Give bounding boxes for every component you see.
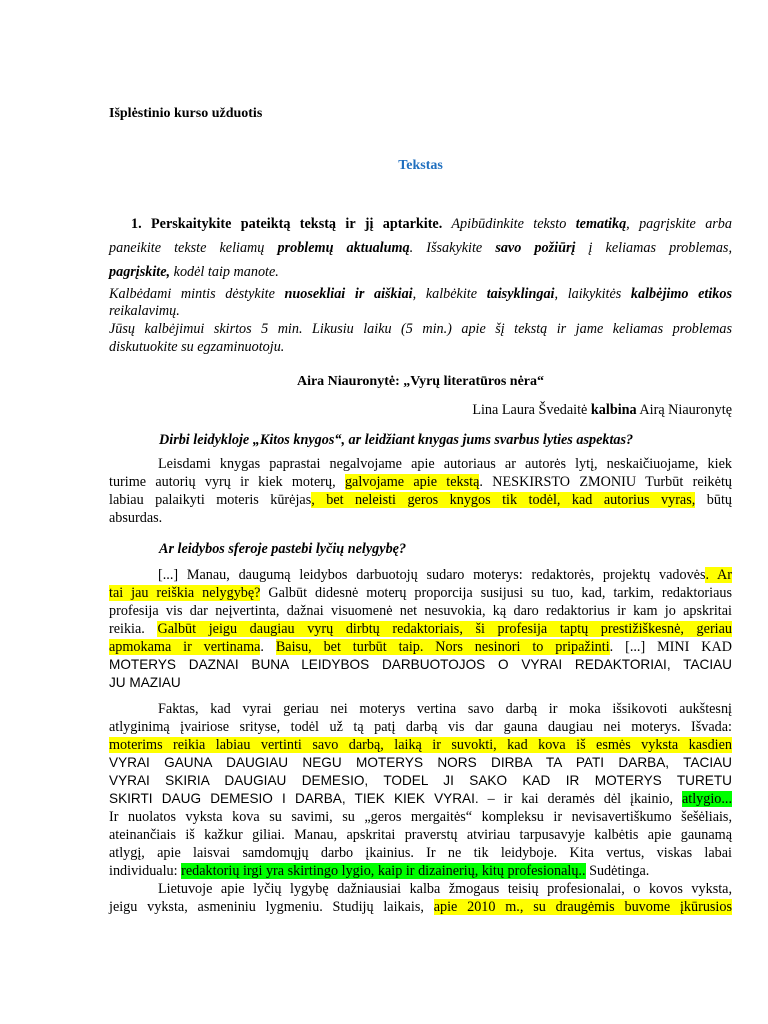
task-line-1: 1. Perskaitykite pateiktą tekstą ir jį aptarkite. Apibūdinkite teksto tematiką, pagrįskite arba — [131, 216, 732, 232]
p3-line-4: VYRAI GAUNA DAUGIAU NEGU MOTERYS NORS DIRBA TA PATI DARBA, TACIAU — [109, 755, 732, 770]
p1-line-3: labiau palaikyti moteris kūrėjas, bet neleisti geros knygos tik todėl, kad autorius vyras, būtų — [109, 492, 732, 508]
task-line-5: reikalavimų. — [109, 303, 180, 319]
task-line-2: paneikite tekste keliamų problemų aktualumą. Išsakykite savo požiūrį į keliamas problemas, — [109, 240, 732, 256]
task-line-6: Jūsų kalbėjimui skirtos 5 min. Likusiu laiku (5 min.) apie šį tekstą ir jame keliamas problemas — [109, 321, 732, 337]
question-2: Ar leidybos sferoje pastebi lyčių nelygybę? — [159, 541, 407, 557]
question-1: Dirbi leidykloje „Kitos knygos“, ar leidžiant knygas jums svarbus lyties aspektas? — [159, 432, 634, 448]
task-line-3: pagrįskite, kodėl taip manote. — [109, 264, 279, 280]
p3-line-3: moterims reikia labiau vertinti savo darbą, laiką ir suvokti, kad kova iš esmės vyksta kasdien — [109, 737, 732, 753]
p2-line-6: MOTERYS DAZNAI BUNA LEIDYBOS DARBUOTOJOS O VYRAI REDAKTORIAI, TACIAU — [109, 657, 732, 672]
p4-line-2: jeigu vyksta, asmeniniu lygmeniu. Studijų laikais, apie 2010 m., su draugėmis buvome įkūrusios — [109, 899, 732, 915]
article-title: Aira Niauronytė: „Vyrų literatūros nėra“ — [296, 374, 545, 389]
p3-line-6: SKIRTI DAUG DEMESIO I DARBA, TIEK KIEK VYRAI. – ir kai deramės dėl įkainio, atlygio... — [109, 791, 732, 807]
p2-line-1: [...] Manau, daugumą leidybos darbuotojų sudaro moterys: redaktorės, projektų vadovės. Ar — [158, 567, 732, 583]
p3-line-5: VYRAI SKIRIA DAUGIAU DEMESIO, TODEL JI SAKO KAD IR MOTERYS TURETU — [109, 773, 732, 788]
p2-line-2: tai jau reiškia nelygybę? Galbūt didesnė moterų proporcija susijusi su tuo, kad, tarkim, redaktoriaus — [109, 585, 732, 601]
p3-line-2: atlyginimą įvairiose srityse, todėl už tą patį darbą vis dar gauna daugiau nei moterys. Išvada: — [109, 719, 732, 735]
p3-line-9: atlygį, apie laisvai samdomųjų darbo įkainius. Ir ne tik leidyboje. Kita vertus, viskas labai — [109, 845, 732, 861]
p2-line-3: profesija vis dar neįvertinta, dažnai visuomenė net nesuvokia, ką daro redaktorius ir kam jo apskritai — [109, 603, 732, 619]
section-title: Tekstas — [398, 158, 443, 173]
p1-line-2: turime autorių vyrų ir kiek moterų, galvojame apie tekstą. NESKIRSTO ZMONIU Turbūt reikėtų — [109, 474, 732, 490]
p2-line-5: apmokama ir vertinama. Baisu, bet turbūt taip. Nors nesinori to pripažinti. [...] MINI KAD — [109, 639, 732, 655]
course-title: Išplėstinio kurso užduotis — [109, 106, 263, 121]
p1-line-1: Leisdami knygas paprastai negalvojame apie autoriaus ar autorės lytį, neskaičiuojame, kiek — [158, 456, 732, 472]
p2-line-7: JU MAZIAU — [109, 675, 181, 690]
p3-line-8: ateinančiais iš kažkur giliai. Manau, apskritai praverstų atviriau tarpusavyje kalbėtis apie gaunamą — [109, 827, 732, 843]
p4-line-1: Lietuvoje apie lyčių lygybę dažniausiai kalba žmogaus teisių profesionalai, o kovos vyksta, — [158, 881, 732, 897]
p1-line-4: absurdas. — [109, 510, 163, 526]
task-line-4: Kalbėdami mintis dėstykite nuosekliai ir aiškiai, kalbėkite taisyklingai, laikykitės kalbėjimo etikos — [109, 286, 732, 302]
byline: Lina Laura Švedaitė kalbina Airą Niauronytę — [472, 402, 732, 418]
task-number-lead: 1. Perskaitykite pateiktą tekstą ir jį aptarkite. — [131, 216, 443, 232]
p3-line-10: individualu: redaktorių irgi yra skirtingo lygio, kaip ir dizainerių, kitų profesionalų.. Sudėtinga. — [109, 863, 650, 879]
p3-line-7: Ir nuolatos vyksta kova su savimi, su „geros mergaitės“ kompleksu ir nevisavertiškumo šešėliais, — [109, 809, 732, 825]
p2-line-4: reikia. Galbūt jeigu daugiau vyrų dirbtų redaktoriais, ši profesija taptų prestižiškesnė, geriau — [109, 621, 732, 637]
task-line-7: diskutuokite su egzaminuotoju. — [109, 339, 285, 355]
p3-line-1: Faktas, kad vyrai geriau nei moterys vertina savo darbą ir moka išsikovoti aukštesnį — [158, 701, 732, 717]
